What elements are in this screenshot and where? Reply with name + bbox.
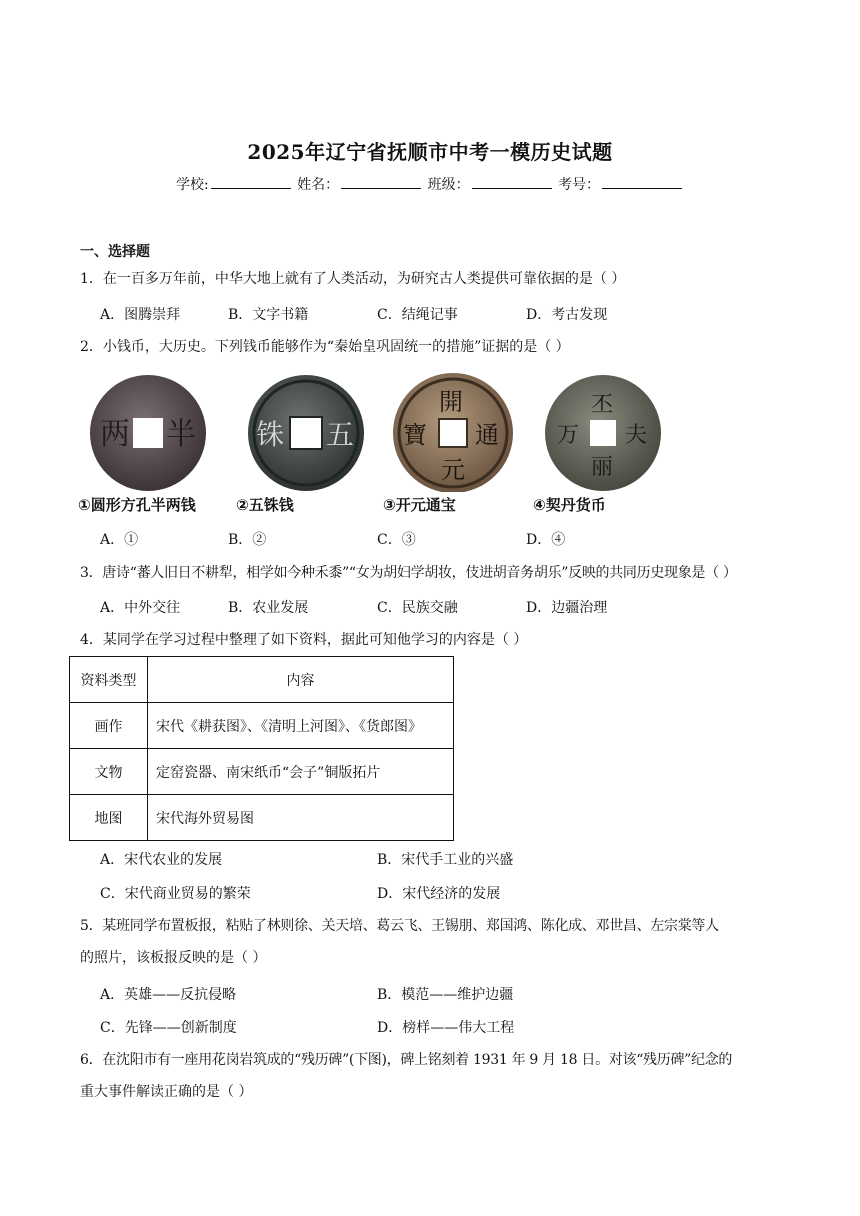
table-cell: 宋代《耕获图》、《清明上河图》、《货郎图》 — [148, 703, 454, 749]
option-d[interactable]: D．宋代经济的发展 — [377, 886, 501, 902]
option-a[interactable]: A．① — [100, 532, 139, 548]
question-6-stem-line1: 6．在沈阳市有一座用花岗岩筑成的“残历碑”(下图)，碑上铭刻着 1931 年 9 月 18 日。对该“残历碑”纪念的 — [80, 1052, 733, 1068]
coin-1 — [78, 368, 218, 518]
materials-table — [69, 656, 454, 841]
option-c[interactable]: C．宋代商业贸易的繁荣 — [100, 886, 251, 902]
option-b[interactable]: B．农业发展 — [228, 600, 309, 616]
coin-2-char-right: 五 — [326, 418, 355, 451]
question-5-stem-line1: 5．某班同学布置板报，粘贴了林则徐、关天培、葛云飞、王锡朋、郑国鸿、陈化成、邓世昌、左宗棠等人 — [80, 918, 719, 934]
option-c[interactable]: C．③ — [377, 532, 416, 548]
coin-1-caption: ①圆形方孔半两钱 — [78, 496, 196, 514]
table-cell: 文物 — [70, 749, 148, 795]
table-header: 资料类型 — [70, 657, 148, 703]
question-2-stem: 2．小钱币，大历史。下列钱币能够作为“秦始皇巩固统一的措施”证据的是（ ） — [80, 339, 570, 355]
exam-number-blank[interactable] — [602, 176, 682, 189]
coin-4-caption: ④契丹货币 — [533, 496, 606, 514]
option-d[interactable]: D．④ — [526, 532, 566, 548]
coin-4-char-bottom: 丽 — [591, 455, 614, 480]
name-label: 姓名： — [297, 177, 340, 193]
table-row — [70, 703, 454, 749]
option-a[interactable]: A．英雄——反抗侵略 — [100, 987, 237, 1003]
coin-1-char-left: 两 — [100, 417, 130, 452]
qidan-coin-image — [533, 368, 673, 492]
option-b[interactable]: B．文字书籍 — [228, 307, 309, 323]
kaiyuan-coin-image — [383, 368, 523, 492]
student-info-line — [0, 174, 860, 194]
question-1-stem: 1．在一百多万年前，中华大地上就有了人类活动，为研究古人类提供可靠依据的是（ ） — [80, 271, 626, 287]
exam-number-label: 考号： — [558, 177, 601, 193]
section-title: 一、选择题 — [80, 244, 150, 260]
option-c[interactable]: C．先锋——创新制度 — [100, 1020, 237, 1036]
question-5-stem-line2: 的照片，该板报反映的是（ ） — [80, 950, 267, 966]
option-d[interactable]: D．考古发现 — [526, 307, 608, 323]
table-cell: 画作 — [70, 703, 148, 749]
class-label: 班级： — [427, 177, 470, 193]
coin-3-caption: ③开元通宝 — [383, 496, 456, 514]
table-row — [70, 795, 454, 841]
question-4-stem: 4．某同学在学习过程中整理了如下资料，据此可知他学习的内容是（ ） — [80, 632, 528, 648]
coin-3 — [383, 368, 523, 518]
coin-2-char-left: 铢 — [256, 418, 285, 451]
coin-3-char-bottom: 元 — [441, 456, 465, 484]
option-c[interactable]: C．结绳记事 — [377, 307, 458, 323]
coin-2 — [236, 368, 376, 518]
coin-4-char-top: 丕 — [591, 393, 614, 418]
question-6-stem-line2: 重大事件解读正确的是（ ） — [80, 1084, 253, 1100]
coin-1-char-right: 半 — [166, 417, 196, 452]
option-a[interactable]: A．宋代农业的发展 — [100, 852, 223, 868]
option-b[interactable]: B．模范——维护边疆 — [377, 987, 514, 1003]
banliang-coin-image — [78, 368, 218, 492]
name-blank[interactable] — [341, 176, 421, 189]
option-d[interactable]: D．榜样——伟大工程 — [377, 1020, 515, 1036]
coin-2-caption: ②五铢钱 — [236, 496, 294, 514]
coin-4-char-left: 万 — [557, 423, 580, 448]
table-row — [70, 749, 454, 795]
table-cell: 宋代海外贸易图 — [148, 795, 454, 841]
coin-4 — [533, 368, 673, 518]
option-c[interactable]: C．民族交融 — [377, 600, 458, 616]
wuzhu-coin-image — [236, 368, 376, 492]
table-header-row — [70, 657, 454, 703]
option-a[interactable]: A．中外交往 — [100, 600, 181, 616]
school-label: 学校: — [175, 177, 209, 193]
option-d[interactable]: D．边疆治理 — [526, 600, 608, 616]
option-b[interactable]: B．宋代手工业的兴盛 — [377, 852, 514, 868]
table-cell: 地图 — [70, 795, 148, 841]
option-a[interactable]: A．图腾崇拜 — [100, 307, 181, 323]
class-blank[interactable] — [472, 176, 552, 189]
exam-title: 2025年辽宁省抚顺市中考一模历史试题 — [247, 140, 613, 164]
school-blank[interactable] — [211, 176, 291, 189]
coin-4-char-right: 夫 — [625, 423, 648, 448]
coin-3-char-left: 寶 — [403, 421, 427, 449]
table-header: 内容 — [148, 657, 454, 703]
coin-3-char-right: 通 — [475, 421, 499, 449]
coin-3-char-top: 開 — [439, 388, 463, 416]
question-3-stem: 3．唐诗“蕃人旧日不耕犁，相学如今种禾黍”“女为胡妇学胡妆，伎进胡音务胡乐”反映的共同历史现象是（ ） — [80, 565, 737, 581]
coin-images — [78, 368, 678, 518]
option-b[interactable]: B．② — [228, 532, 267, 548]
table-cell: 定窑瓷器、南宋纸币“会子”铜版拓片 — [148, 749, 454, 795]
